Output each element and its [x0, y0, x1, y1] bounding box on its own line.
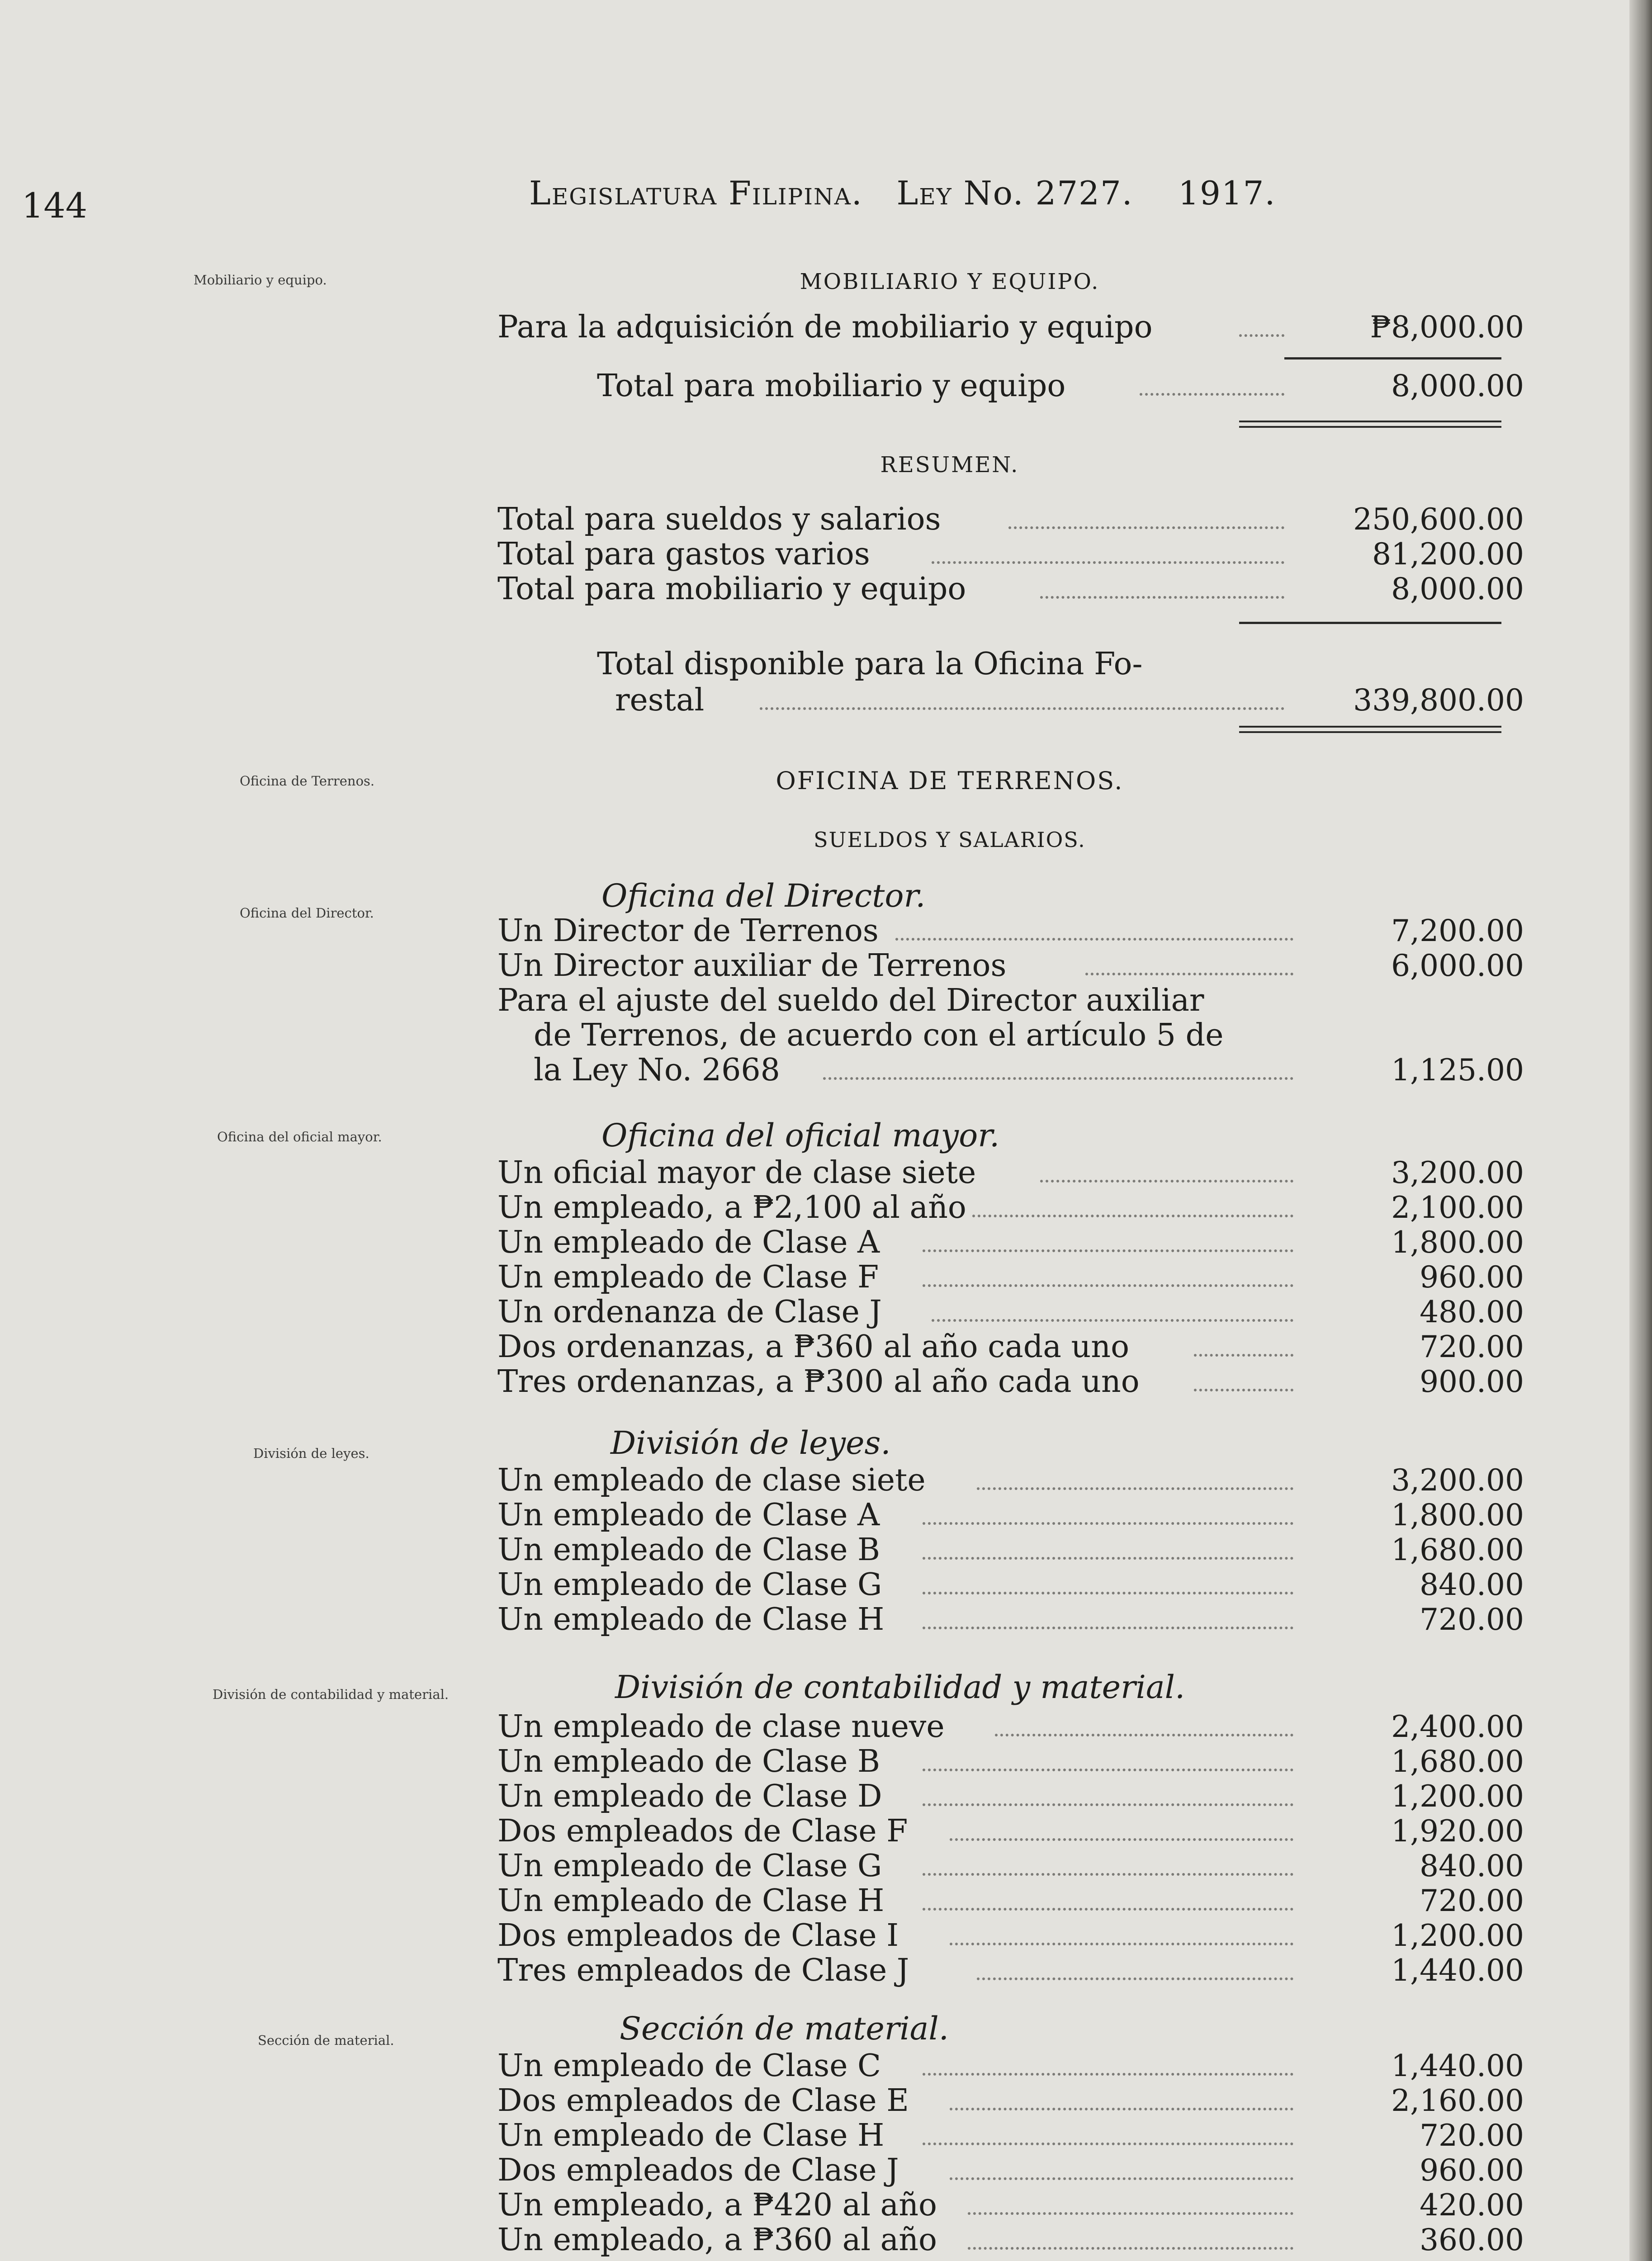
- row-amount: 720.00: [1420, 1329, 1524, 1364]
- material-row: [497, 2153, 1524, 2188]
- oficial-mayor-row: [497, 1329, 1524, 1364]
- row-label: Un empleado de Clase A: [497, 1225, 880, 1260]
- leader-dots: [972, 1215, 1293, 1217]
- ajuste-amount: 1,125.00: [1391, 1053, 1524, 1088]
- resumen-label: Total para gastos varios: [497, 536, 870, 572]
- leyes-row: [497, 1602, 1524, 1637]
- resumen-heading: RESUMEN.: [880, 452, 1019, 478]
- material-heading: Sección de material.: [620, 2010, 949, 2047]
- leyes-row: [497, 1463, 1524, 1498]
- resumen-total-amount: 339,800.00: [1353, 683, 1524, 718]
- material-row: [497, 2223, 1524, 2257]
- margin-note-material: Sección de material.: [258, 2033, 394, 2048]
- row-amount: 720.00: [1420, 2118, 1524, 2153]
- row-amount: 1,800.00: [1391, 1225, 1524, 1260]
- margin-note-terrenos: Oficina de Terrenos.: [240, 773, 375, 789]
- leader-dots: [923, 1627, 1293, 1629]
- running-head-ley: Ley: [896, 174, 952, 212]
- row-amount: 960.00: [1420, 2153, 1524, 2188]
- leader-dots: [923, 1249, 1293, 1252]
- contabilidad-row: [497, 1883, 1524, 1918]
- row-amount: 2,160.00: [1391, 2083, 1524, 2118]
- contabilidad-heading: División de contabilidad y material.: [615, 1669, 1185, 1706]
- row-amount: 1,440.00: [1391, 1953, 1524, 1988]
- row-label: Un empleado, a ₱420 al año: [497, 2187, 937, 2223]
- margin-note-mobiliario: Mobiliario y equipo.: [194, 272, 327, 288]
- row-label: Dos empleados de Clase I: [497, 1918, 899, 1954]
- leader-dots: [1085, 973, 1293, 975]
- margin-note-leyes: División de leyes.: [253, 1446, 369, 1461]
- oficial-mayor-heading: Oficina del oficial mayor.: [601, 1117, 1000, 1154]
- double-rule: [1239, 726, 1501, 733]
- row-label: Tres ordenanzas, a ₱300 al año cada uno: [497, 1364, 1140, 1400]
- resumen-amount: 250,600.00: [1353, 502, 1524, 537]
- leader-dots: [923, 2143, 1293, 2145]
- running-head: [529, 174, 1276, 212]
- margin-note-director: Oficina del Director.: [240, 905, 374, 921]
- margin-note-contabilidad: División de contabilidad y material.: [213, 1687, 449, 1702]
- row-amount: 720.00: [1420, 1883, 1524, 1918]
- resumen-label: Total para mobiliario y equipo: [497, 571, 966, 607]
- leader-dots: [1140, 393, 1284, 396]
- row-label: Un empleado de Clase B: [497, 1744, 880, 1779]
- leader-dots: [968, 2247, 1293, 2250]
- oficial-mayor-row: [497, 1155, 1524, 1190]
- row-label: Un empleado de Clase H: [497, 1602, 885, 1637]
- row-amount: 480.00: [1420, 1295, 1524, 1329]
- contabilidad-row: [497, 1918, 1524, 1953]
- row-amount: 960.00: [1420, 1260, 1524, 1295]
- row-label: Un Director auxiliar de Terrenos: [497, 948, 1007, 984]
- mobiliario-heading: MOBILIARIO Y EQUIPO.: [800, 269, 1100, 294]
- running-head-number: No. 2727.: [963, 174, 1133, 212]
- running-head-year: 1917.: [1178, 174, 1276, 212]
- leader-dots: [950, 1838, 1293, 1841]
- contabilidad-row: [497, 1709, 1524, 1744]
- leader-dots: [823, 1077, 1293, 1080]
- oficial-mayor-row: [497, 1260, 1524, 1295]
- contabilidad-row: [497, 1849, 1524, 1883]
- mobiliario-total-label: Total para mobiliario y equipo: [597, 368, 1066, 404]
- row-label: Un Director de Terrenos: [497, 913, 879, 949]
- row-label: Un empleado, a ₱2,100 al año: [497, 1190, 966, 1225]
- ajuste-line2: de Terrenos, de acuerdo con el artículo 5 de: [534, 1017, 1224, 1053]
- resumen-row: [497, 572, 1524, 606]
- row-label: Un ordenanza de Clase J: [497, 1294, 882, 1330]
- row-label: Dos ordenanzas, a ₱360 al año cada uno: [497, 1329, 1130, 1365]
- leader-dots: [932, 1319, 1293, 1322]
- leader-dots: [950, 1943, 1293, 1945]
- row-amount: 1,200.00: [1391, 1779, 1524, 1814]
- leader-dots: [923, 2073, 1293, 2076]
- page-number: 144: [22, 185, 88, 226]
- leader-dots: [1239, 334, 1284, 337]
- mobiliario-item-row: [497, 310, 1524, 345]
- row-label: Dos empleados de Clase F: [497, 1813, 908, 1849]
- resumen-amount: 81,200.00: [1372, 537, 1524, 572]
- leader-dots: [995, 1734, 1293, 1736]
- leader-dots: [977, 1977, 1293, 1980]
- row-amount: 360.00: [1420, 2223, 1524, 2257]
- leyes-row: [497, 1567, 1524, 1602]
- running-head-legislatura: Legislatura: [529, 174, 718, 212]
- mobiliario-item-amount: ₱8,000.00: [1370, 310, 1524, 345]
- resumen-total-row: [497, 683, 1524, 718]
- row-amount: 2,400.00: [1391, 1709, 1524, 1744]
- leader-dots: [1194, 1354, 1293, 1357]
- leader-dots: [932, 561, 1284, 564]
- oficial-mayor-row: [497, 1225, 1524, 1260]
- contabilidad-row: [497, 1744, 1524, 1779]
- row-amount: 720.00: [1420, 1602, 1524, 1637]
- mobiliario-total-row: [497, 369, 1524, 403]
- row-amount: 6,000.00: [1391, 948, 1524, 983]
- row-amount: 1,680.00: [1391, 1533, 1524, 1567]
- leader-dots: [923, 1769, 1293, 1771]
- oficial-mayor-row: [497, 1190, 1524, 1225]
- leader-dots: [923, 1873, 1293, 1876]
- row-amount: 1,440.00: [1391, 2048, 1524, 2083]
- mobiliario-item-label: Para la adquisición de mobiliario y equipo: [497, 309, 1153, 345]
- row-label: Un empleado de Clase H: [497, 2118, 885, 2153]
- leader-dots: [923, 1557, 1293, 1560]
- contabilidad-row: [497, 1814, 1524, 1849]
- terrenos-subheading: SUELDOS Y SALARIOS.: [814, 828, 1086, 852]
- oficial-mayor-row: [497, 1364, 1524, 1399]
- row-amount: 840.00: [1420, 1567, 1524, 1602]
- row-label: Un empleado de Clase B: [497, 1532, 880, 1568]
- leader-dots: [1194, 1389, 1293, 1391]
- row-amount: 420.00: [1420, 2188, 1524, 2223]
- leader-dots: [923, 1522, 1293, 1525]
- leyes-row: [497, 1498, 1524, 1533]
- double-rule: [1239, 421, 1501, 428]
- running-head-filipina: Filipina.: [728, 174, 863, 212]
- row-label: Dos empleados de Clase J: [497, 2152, 899, 2188]
- resumen-amount: 8,000.00: [1391, 572, 1524, 606]
- leader-dots: [977, 1487, 1293, 1490]
- row-label: Un empleado de Clase A: [497, 1497, 880, 1533]
- row-amount: 3,200.00: [1391, 1463, 1524, 1498]
- row-amount: 1,200.00: [1391, 1918, 1524, 1953]
- material-row: [497, 2118, 1524, 2153]
- director-heading: Oficina del Director.: [601, 877, 926, 914]
- leader-dots: [950, 2177, 1293, 2180]
- leader-dots: [968, 2212, 1293, 2215]
- sum-rule: [1284, 357, 1501, 359]
- leader-dots: [923, 1284, 1293, 1287]
- resumen-label: Total para sueldos y salarios: [497, 501, 941, 537]
- director-row: [497, 948, 1524, 983]
- leader-dots: [950, 2108, 1293, 2110]
- material-row: [497, 2188, 1524, 2223]
- row-label: Un empleado de Clase H: [497, 1883, 885, 1919]
- contabilidad-row: [497, 1953, 1524, 1988]
- row-label: Un empleado de clase siete: [497, 1462, 926, 1498]
- row-amount: 2,100.00: [1391, 1190, 1524, 1225]
- leader-dots: [923, 1592, 1293, 1594]
- ajuste-row: [497, 1053, 1524, 1088]
- leader-dots: [923, 1803, 1293, 1806]
- leyes-heading: División de leyes.: [611, 1424, 891, 1462]
- row-label: Un empleado de Clase C: [497, 2048, 881, 2084]
- row-amount: 7,200.00: [1391, 913, 1524, 948]
- page-edge-shadow: [1629, 0, 1652, 2261]
- oficial-mayor-row: [497, 1295, 1524, 1329]
- leader-dots: [1040, 1180, 1293, 1183]
- row-label: Un empleado de Clase G: [497, 1567, 882, 1603]
- director-row: [497, 913, 1524, 948]
- ajuste-line1: Para el ajuste del sueldo del Director auxiliar: [497, 983, 1204, 1018]
- material-row: [497, 2048, 1524, 2083]
- ajuste-line3: la Ley No. 2668: [534, 1052, 780, 1088]
- margin-note-oficial-mayor: Oficina del oficial mayor.: [217, 1129, 382, 1145]
- row-label: Un oficial mayor de clase siete: [497, 1155, 976, 1191]
- row-label: Dos empleados de Clase E: [497, 2083, 909, 2119]
- leader-dots: [1008, 526, 1284, 529]
- leader-dots: [760, 707, 1284, 710]
- row-amount: 840.00: [1420, 1849, 1524, 1883]
- row-amount: 1,680.00: [1391, 1744, 1524, 1779]
- row-amount: 1,800.00: [1391, 1498, 1524, 1533]
- leader-dots: [1040, 596, 1284, 599]
- row-amount: 3,200.00: [1391, 1155, 1524, 1190]
- material-row: [497, 2083, 1524, 2118]
- row-label: Un empleado, a ₱360 al año: [497, 2222, 937, 2258]
- resumen-row: [497, 502, 1524, 537]
- leader-dots: [895, 938, 1293, 941]
- sum-rule: [1239, 622, 1501, 624]
- row-amount: 900.00: [1420, 1364, 1524, 1399]
- row-label: Un empleado de Clase G: [497, 1848, 882, 1884]
- mobiliario-total-amount: 8,000.00: [1391, 369, 1524, 403]
- row-label: Un empleado de Clase F: [497, 1259, 879, 1295]
- resumen-total-line2: restal: [615, 682, 705, 718]
- terrenos-heading: OFICINA DE TERRENOS.: [776, 766, 1124, 795]
- resumen-total-line1: Total disponible para la Oficina Fo-: [597, 646, 1143, 682]
- resumen-row: [497, 537, 1524, 572]
- row-label: Un empleado de Clase D: [497, 1779, 882, 1814]
- leyes-row: [497, 1533, 1524, 1567]
- contabilidad-row: [497, 1779, 1524, 1814]
- row-amount: 1,920.00: [1391, 1814, 1524, 1849]
- row-label: Un empleado de clase nueve: [497, 1709, 945, 1745]
- row-label: Tres empleados de Clase J: [497, 1953, 909, 1988]
- leader-dots: [923, 1908, 1293, 1911]
